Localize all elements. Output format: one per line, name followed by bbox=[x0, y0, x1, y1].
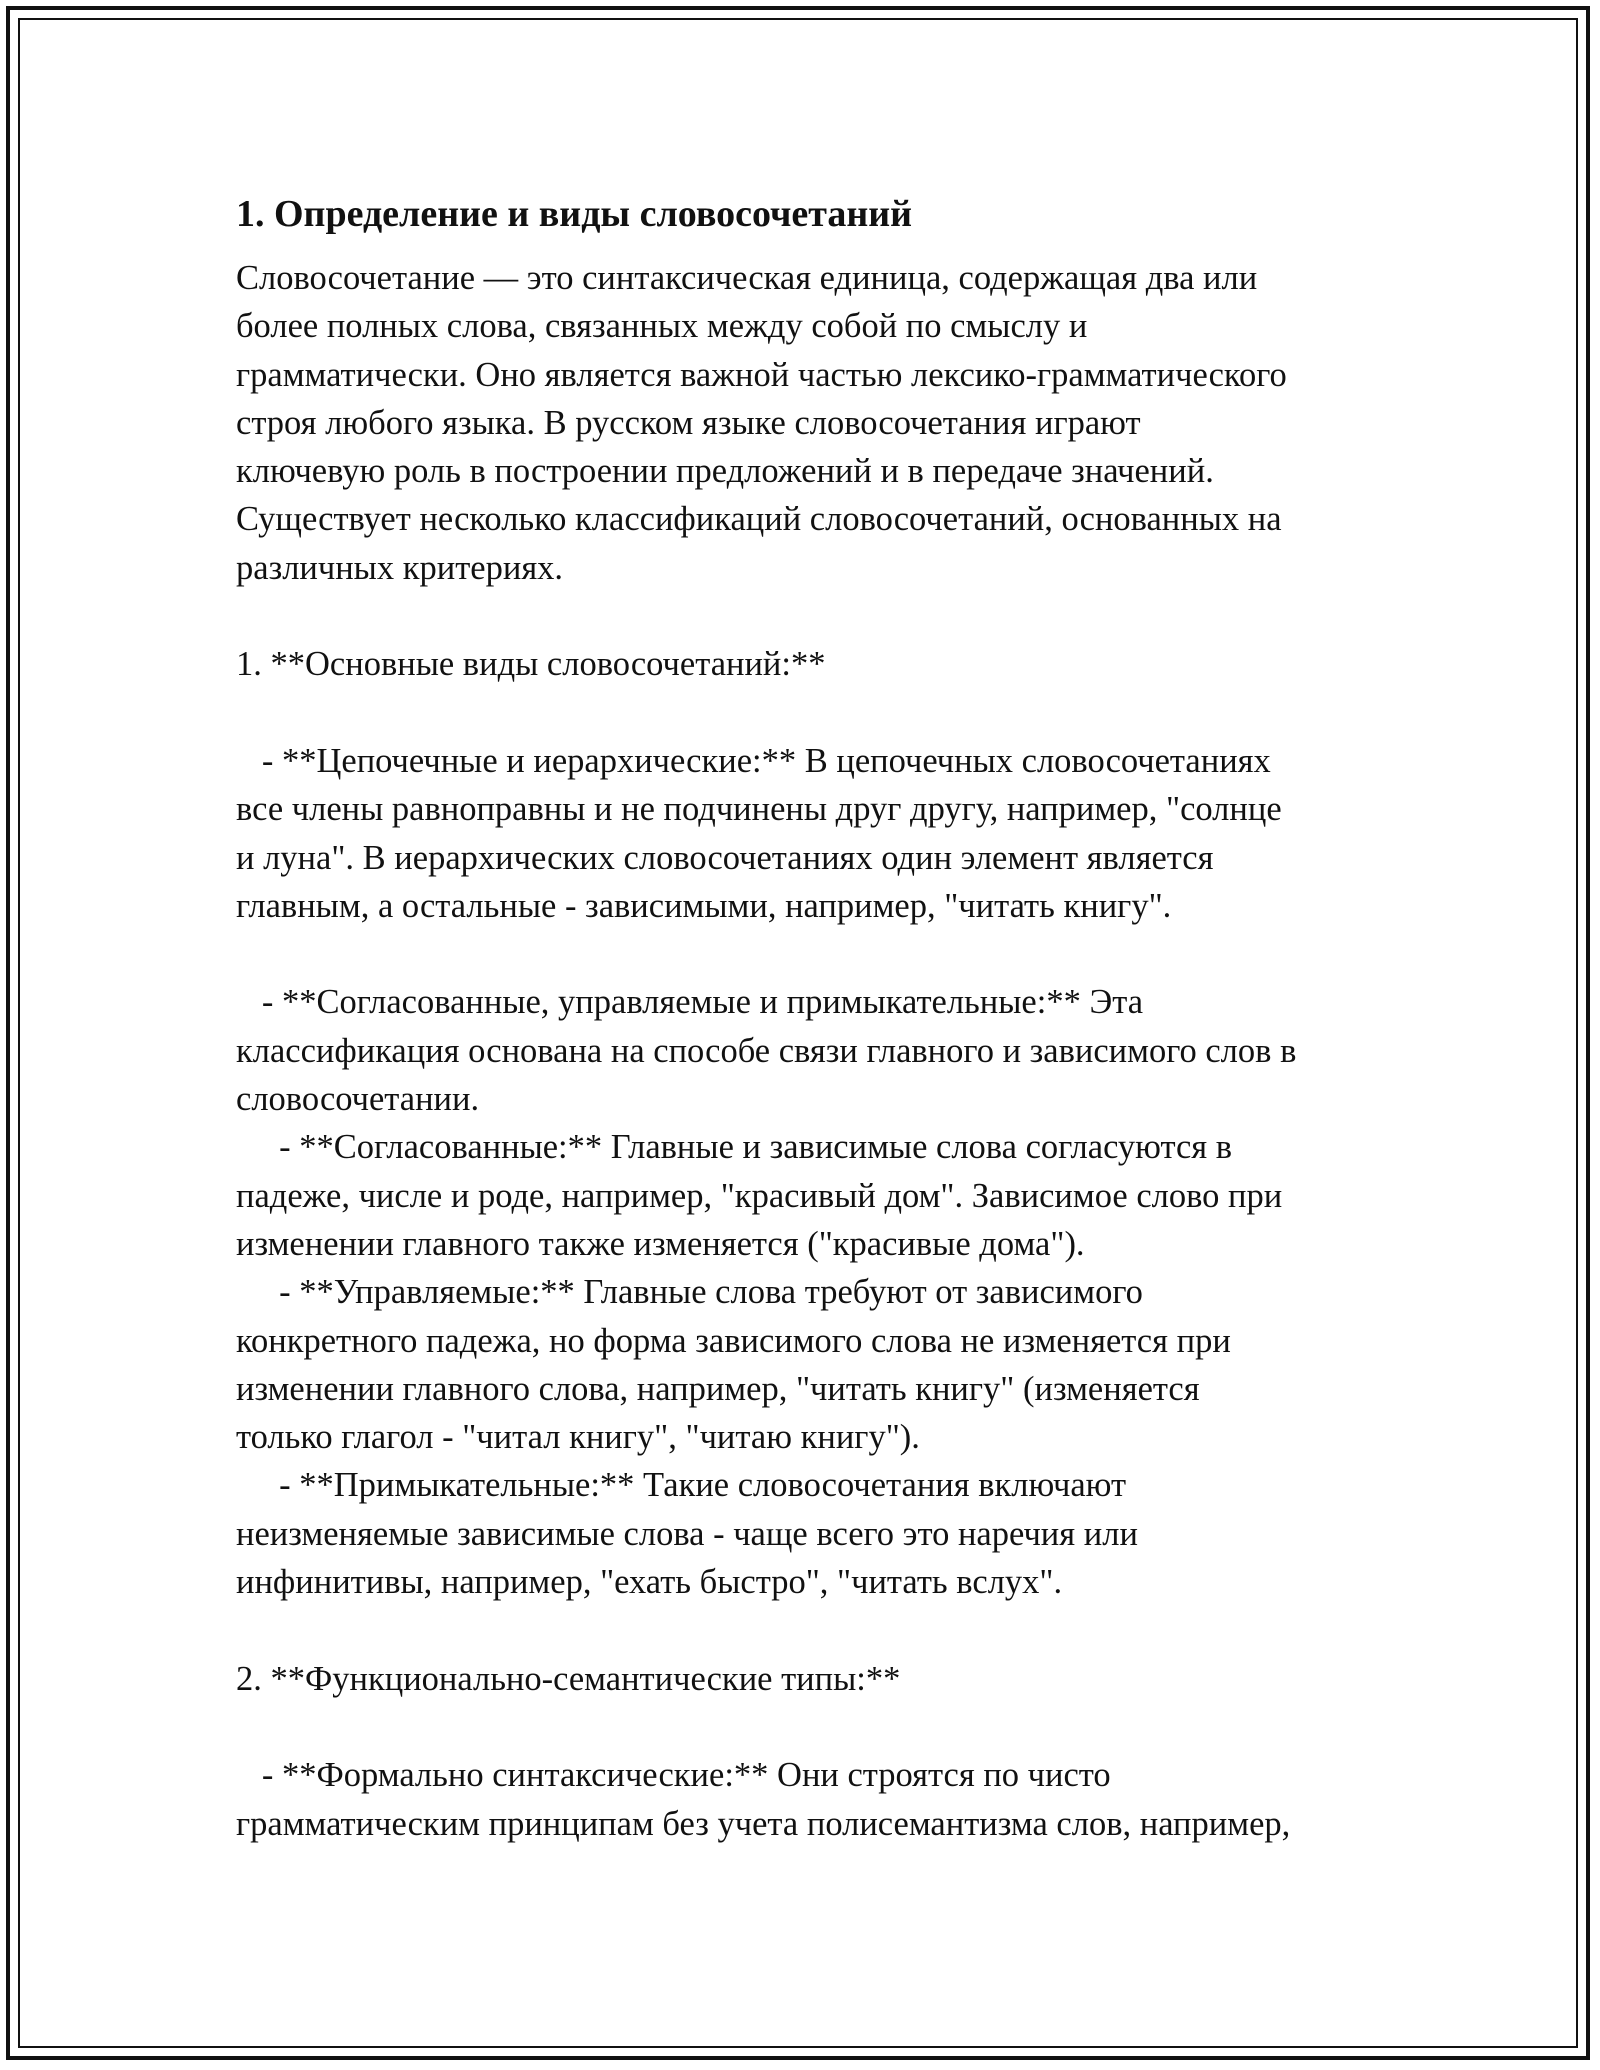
text-line: инфинитивы, например, "ехать быстро", "читать вслух". bbox=[236, 1563, 1063, 1602]
text-line: падеже, числе и роде, например, "красивый дом". Зависимое слово при bbox=[236, 1176, 1283, 1215]
text-line: и луна". В иерархических словосочетаниях один элемент является bbox=[236, 838, 1214, 877]
sub-list-item: - **Согласованные:** Главные и зависимые слова согласуются в bbox=[236, 1128, 1233, 1167]
text-line: изменении главного слова, например, "читать книгу" (изменяется bbox=[236, 1369, 1200, 1408]
text-line: конкретного падежа, но форма зависимого слова не изменяется при bbox=[236, 1321, 1231, 1360]
text-line: только глагол - "читал книгу", "читаю книгу"). bbox=[236, 1418, 920, 1457]
text-line: грамматически. Оно является важной частью лексико-грамматического bbox=[236, 355, 1287, 394]
text-line: Существует несколько классификаций словосочетаний, основанных на bbox=[236, 500, 1282, 539]
document-body bbox=[236, 186, 1386, 1848]
list-heading: 2. **Функционально-семантические типы:** bbox=[236, 1659, 901, 1698]
section-heading: 1. Определение и виды словосочетаний bbox=[236, 193, 913, 235]
text-line: главным, а остальные - зависимыми, например, "читать книгу". bbox=[236, 886, 1172, 925]
blank-line bbox=[236, 930, 1386, 978]
text-line: неизменяемые зависимые слова - чаще всего это наречия или bbox=[236, 1514, 1138, 1553]
body-text bbox=[236, 254, 1386, 1848]
blank-line bbox=[236, 592, 1386, 640]
sub-list-item: - **Примыкательные:** Такие словосочетания включают bbox=[236, 1466, 1127, 1505]
list-item: - **Цепочечные и иерархические:** В цепочечных словосочетаниях bbox=[236, 741, 1271, 780]
text-line: ключевую роль в построении предложений и в передаче значений. bbox=[236, 452, 1214, 491]
text-line: более полных слова, связанных между собой по смыслу и bbox=[236, 307, 1088, 346]
text-line: изменении главного также изменяется ("красивые дома"). bbox=[236, 1224, 1085, 1263]
sub-list-item: - **Управляемые:** Главные слова требуют от зависимого bbox=[236, 1273, 1143, 1312]
list-item: - **Формально синтаксические:** Они строятся по чисто bbox=[236, 1756, 1111, 1795]
blank-line bbox=[236, 689, 1386, 737]
text-line: грамматическим принципам без учета полисемантизма слов, например, bbox=[236, 1804, 1291, 1843]
text-line: словосочетании. bbox=[236, 1080, 480, 1119]
text-line: различных критериях. bbox=[236, 548, 564, 587]
blank-line bbox=[236, 1703, 1386, 1751]
blank-line bbox=[236, 1606, 1386, 1654]
text-line: все члены равноправны и не подчинены друг другу, например, "солнце bbox=[236, 790, 1282, 829]
text-line: строя любого языка. В русском языке словосочетания играют bbox=[236, 403, 1141, 442]
list-heading: 1. **Основные виды словосочетаний:** bbox=[236, 645, 826, 684]
text-line: Словосочетание — это синтаксическая единица, содержащая два или bbox=[236, 259, 1258, 297]
list-item: - **Согласованные, управляемые и примыкательные:** Эта bbox=[236, 983, 1144, 1022]
text-line: классификация основана на способе связи главного и зависимого слов в bbox=[236, 1031, 1297, 1070]
